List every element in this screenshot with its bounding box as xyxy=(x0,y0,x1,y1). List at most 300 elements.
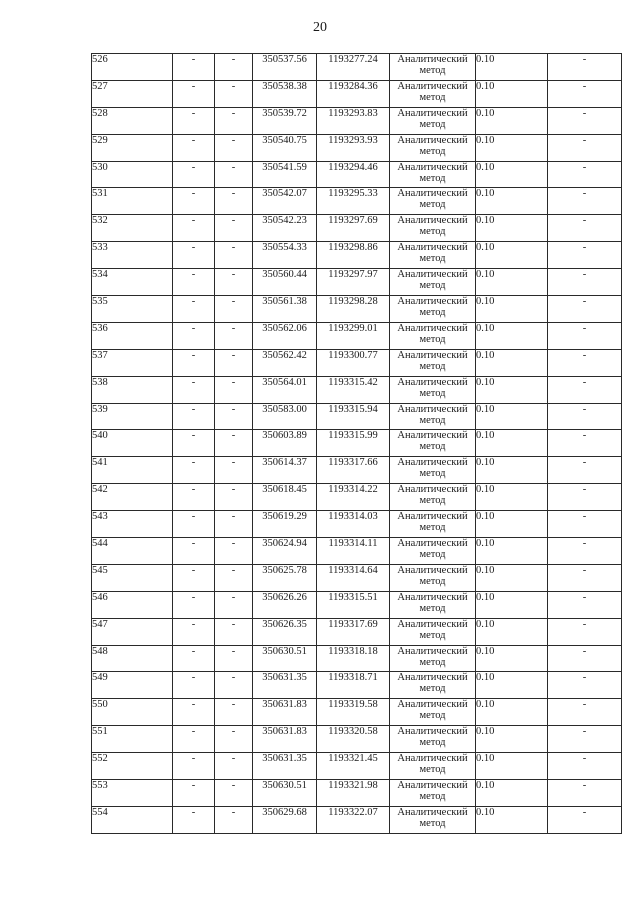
point-number-cell: 551 xyxy=(92,726,173,753)
dash-cell: - xyxy=(548,296,622,323)
method-cell xyxy=(390,376,476,403)
accuracy-cell: 0.10 xyxy=(476,269,548,296)
y-coordinate-cell: 1193300.77 xyxy=(317,349,390,376)
method-text-line1: Аналитический xyxy=(397,457,468,469)
method-text-line1: Аналитический xyxy=(397,161,468,173)
y-coordinate-cell: 1193298.28 xyxy=(317,296,390,323)
dash-cell: - xyxy=(548,484,622,511)
dash-cell: - xyxy=(548,806,622,833)
method-text-line2: метод xyxy=(419,226,446,238)
method-cell xyxy=(390,322,476,349)
accuracy-cell: 0.10 xyxy=(476,699,548,726)
dash-cell: - xyxy=(548,80,622,107)
method-cell xyxy=(390,296,476,323)
y-coordinate-cell: 1193299.01 xyxy=(317,322,390,349)
table-row xyxy=(92,269,622,296)
dash-cell: - xyxy=(173,430,215,457)
table-row xyxy=(92,376,622,403)
x-coordinate-cell: 350631.83 xyxy=(253,726,317,753)
dash-cell: - xyxy=(215,430,253,457)
method-cell xyxy=(390,511,476,538)
dash-cell: - xyxy=(548,242,622,269)
accuracy-cell: 0.10 xyxy=(476,322,548,349)
point-number-cell: 531 xyxy=(92,188,173,215)
dash-cell: - xyxy=(548,672,622,699)
point-number-cell: 553 xyxy=(92,780,173,807)
accuracy-cell: 0.10 xyxy=(476,242,548,269)
method-text-line2: метод xyxy=(419,145,446,157)
dash-cell: - xyxy=(548,618,622,645)
y-coordinate-cell: 1193295.33 xyxy=(317,188,390,215)
method-cell xyxy=(390,54,476,81)
point-number-cell: 542 xyxy=(92,484,173,511)
method-cell xyxy=(390,403,476,430)
method-text-line2: метод xyxy=(419,118,446,130)
dash-cell: - xyxy=(548,215,622,242)
dash-cell: - xyxy=(173,322,215,349)
dash-cell: - xyxy=(215,672,253,699)
dash-cell: - xyxy=(173,618,215,645)
method-text-line2: метод xyxy=(419,253,446,265)
dash-cell: - xyxy=(215,107,253,134)
method-text-line2: метод xyxy=(419,307,446,319)
dash-cell: - xyxy=(173,161,215,188)
table-row xyxy=(92,780,622,807)
dash-cell: - xyxy=(173,780,215,807)
dash-cell: - xyxy=(548,376,622,403)
method-text-line1: Аналитический xyxy=(397,645,468,657)
method-text-line1: Аналитический xyxy=(397,107,468,119)
y-coordinate-cell: 1193315.51 xyxy=(317,591,390,618)
accuracy-cell: 0.10 xyxy=(476,484,548,511)
method-text-line2: метод xyxy=(419,280,446,292)
table-row xyxy=(92,806,622,833)
x-coordinate-cell: 350539.72 xyxy=(253,107,317,134)
accuracy-cell: 0.10 xyxy=(476,591,548,618)
accuracy-cell: 0.10 xyxy=(476,645,548,672)
dash-cell: - xyxy=(215,134,253,161)
dash-cell: - xyxy=(173,80,215,107)
dash-cell: - xyxy=(548,645,622,672)
table-row xyxy=(92,753,622,780)
dash-cell: - xyxy=(548,430,622,457)
point-number-cell: 537 xyxy=(92,349,173,376)
dash-cell: - xyxy=(548,457,622,484)
dash-cell: - xyxy=(215,538,253,565)
point-number-cell: 532 xyxy=(92,215,173,242)
method-text-line1: Аналитический xyxy=(397,242,468,254)
method-text-line1: Аналитический xyxy=(397,780,468,792)
x-coordinate-cell: 350629.68 xyxy=(253,806,317,833)
table-row xyxy=(92,484,622,511)
dash-cell: - xyxy=(215,376,253,403)
method-cell xyxy=(390,188,476,215)
point-number-cell: 545 xyxy=(92,564,173,591)
y-coordinate-cell: 1193317.66 xyxy=(317,457,390,484)
method-cell xyxy=(390,538,476,565)
x-coordinate-cell: 350562.42 xyxy=(253,349,317,376)
accuracy-cell: 0.10 xyxy=(476,161,548,188)
dash-cell: - xyxy=(215,591,253,618)
x-coordinate-cell: 350561.38 xyxy=(253,296,317,323)
dash-cell: - xyxy=(215,618,253,645)
dash-cell: - xyxy=(173,538,215,565)
dash-cell: - xyxy=(173,511,215,538)
method-cell xyxy=(390,161,476,188)
dash-cell: - xyxy=(215,161,253,188)
x-coordinate-cell: 350626.35 xyxy=(253,618,317,645)
method-text-line2: метод xyxy=(419,683,446,695)
method-cell xyxy=(390,564,476,591)
table-row xyxy=(92,699,622,726)
method-text-line2: метод xyxy=(419,549,446,561)
method-text-line2: метод xyxy=(419,65,446,76)
method-cell xyxy=(390,672,476,699)
dash-cell: - xyxy=(173,672,215,699)
method-text-line2: метод xyxy=(419,817,446,829)
dash-cell: - xyxy=(215,188,253,215)
dash-cell: - xyxy=(215,753,253,780)
table-row xyxy=(92,645,622,672)
dash-cell: - xyxy=(548,269,622,296)
method-cell xyxy=(390,645,476,672)
accuracy-cell: 0.10 xyxy=(476,188,548,215)
y-coordinate-cell: 1193318.71 xyxy=(317,672,390,699)
accuracy-cell: 0.10 xyxy=(476,54,548,81)
x-coordinate-cell: 350562.06 xyxy=(253,322,317,349)
x-coordinate-cell: 350538.38 xyxy=(253,80,317,107)
point-number-cell: 534 xyxy=(92,269,173,296)
accuracy-cell: 0.10 xyxy=(476,753,548,780)
y-coordinate-cell: 1193277.24 xyxy=(317,54,390,81)
point-number-cell: 549 xyxy=(92,672,173,699)
dash-cell: - xyxy=(548,322,622,349)
dash-cell: - xyxy=(173,753,215,780)
method-text-line2: метод xyxy=(419,656,446,668)
dash-cell: - xyxy=(548,726,622,753)
table-row xyxy=(92,591,622,618)
method-text-line1: Аналитический xyxy=(397,215,468,227)
x-coordinate-cell: 350631.83 xyxy=(253,699,317,726)
method-cell xyxy=(390,242,476,269)
point-number-cell: 529 xyxy=(92,134,173,161)
method-text-line2: метод xyxy=(419,387,446,399)
table-row xyxy=(92,564,622,591)
x-coordinate-cell: 350560.44 xyxy=(253,269,317,296)
dash-cell: - xyxy=(215,457,253,484)
dash-cell: - xyxy=(548,54,622,81)
dash-cell: - xyxy=(215,484,253,511)
dash-cell: - xyxy=(548,538,622,565)
y-coordinate-cell: 1193293.83 xyxy=(317,107,390,134)
method-text-line1: Аналитический xyxy=(397,376,468,388)
method-cell xyxy=(390,726,476,753)
dash-cell: - xyxy=(215,242,253,269)
method-text-line2: метод xyxy=(419,575,446,587)
point-number-cell: 541 xyxy=(92,457,173,484)
accuracy-cell: 0.10 xyxy=(476,80,548,107)
x-coordinate-cell: 350618.45 xyxy=(253,484,317,511)
point-number-cell: 548 xyxy=(92,645,173,672)
method-text-line1: Аналитический xyxy=(397,134,468,146)
dash-cell: - xyxy=(173,269,215,296)
x-coordinate-cell: 350583.00 xyxy=(253,403,317,430)
x-coordinate-cell: 350564.01 xyxy=(253,376,317,403)
method-cell xyxy=(390,618,476,645)
y-coordinate-cell: 1193321.45 xyxy=(317,753,390,780)
accuracy-cell: 0.10 xyxy=(476,296,548,323)
method-text-line2: метод xyxy=(419,414,446,426)
y-coordinate-cell: 1193314.11 xyxy=(317,538,390,565)
accuracy-cell: 0.10 xyxy=(476,726,548,753)
method-text-line1: Аналитический xyxy=(397,672,468,684)
accuracy-cell: 0.10 xyxy=(476,403,548,430)
method-text-line1: Аналитический xyxy=(397,54,468,65)
dash-cell: - xyxy=(173,242,215,269)
accuracy-cell: 0.10 xyxy=(476,564,548,591)
accuracy-cell: 0.10 xyxy=(476,618,548,645)
point-number-cell: 544 xyxy=(92,538,173,565)
method-cell xyxy=(390,269,476,296)
point-number-cell: 552 xyxy=(92,753,173,780)
method-text-line1: Аналитический xyxy=(397,269,468,281)
point-number-cell: 538 xyxy=(92,376,173,403)
coordinates-table-body xyxy=(92,54,622,834)
y-coordinate-cell: 1193315.94 xyxy=(317,403,390,430)
point-number-cell: 535 xyxy=(92,296,173,323)
x-coordinate-cell: 350542.07 xyxy=(253,188,317,215)
dash-cell: - xyxy=(173,349,215,376)
method-cell xyxy=(390,591,476,618)
point-number-cell: 546 xyxy=(92,591,173,618)
point-number-cell: 527 xyxy=(92,80,173,107)
page-number: 20 xyxy=(313,20,327,35)
dash-cell: - xyxy=(173,403,215,430)
dash-cell: - xyxy=(548,591,622,618)
y-coordinate-cell: 1193314.22 xyxy=(317,484,390,511)
table-row xyxy=(92,215,622,242)
table-row xyxy=(92,457,622,484)
method-cell xyxy=(390,780,476,807)
method-text-line2: метод xyxy=(419,522,446,534)
x-coordinate-cell: 350542.23 xyxy=(253,215,317,242)
table-row xyxy=(92,322,622,349)
x-coordinate-cell: 350630.51 xyxy=(253,645,317,672)
point-number-cell: 536 xyxy=(92,322,173,349)
dash-cell: - xyxy=(548,349,622,376)
accuracy-cell: 0.10 xyxy=(476,376,548,403)
method-text-line1: Аналитический xyxy=(397,564,468,576)
accuracy-cell: 0.10 xyxy=(476,672,548,699)
point-number-cell: 530 xyxy=(92,161,173,188)
dash-cell: - xyxy=(215,215,253,242)
x-coordinate-cell: 350540.75 xyxy=(253,134,317,161)
dash-cell: - xyxy=(173,726,215,753)
x-coordinate-cell: 350541.59 xyxy=(253,161,317,188)
method-text-line2: метод xyxy=(419,91,446,103)
x-coordinate-cell: 350626.26 xyxy=(253,591,317,618)
method-text-line1: Аналитический xyxy=(397,430,468,442)
dash-cell: - xyxy=(173,54,215,81)
dash-cell: - xyxy=(173,188,215,215)
method-text-line2: метод xyxy=(419,199,446,211)
method-cell xyxy=(390,753,476,780)
table-row xyxy=(92,618,622,645)
dash-cell: - xyxy=(173,484,215,511)
point-number-cell: 543 xyxy=(92,511,173,538)
y-coordinate-cell: 1193293.93 xyxy=(317,134,390,161)
method-text-line2: метод xyxy=(419,629,446,641)
dash-cell: - xyxy=(215,806,253,833)
table-row xyxy=(92,349,622,376)
dash-cell: - xyxy=(215,296,253,323)
method-text-line1: Аналитический xyxy=(397,80,468,92)
accuracy-cell: 0.10 xyxy=(476,806,548,833)
dash-cell: - xyxy=(548,699,622,726)
method-text-line1: Аналитический xyxy=(397,188,468,200)
accuracy-cell: 0.10 xyxy=(476,134,548,161)
method-text-line1: Аналитический xyxy=(397,296,468,308)
dash-cell: - xyxy=(215,780,253,807)
method-cell xyxy=(390,806,476,833)
accuracy-cell: 0.10 xyxy=(476,511,548,538)
method-text-line2: метод xyxy=(419,495,446,507)
method-text-line1: Аналитический xyxy=(397,538,468,550)
method-cell xyxy=(390,699,476,726)
dash-cell: - xyxy=(548,403,622,430)
method-text-line2: метод xyxy=(419,468,446,480)
dash-cell: - xyxy=(215,699,253,726)
method-text-line2: метод xyxy=(419,333,446,345)
method-text-line2: метод xyxy=(419,360,446,372)
table-row xyxy=(92,511,622,538)
method-text-line2: метод xyxy=(419,710,446,722)
accuracy-cell: 0.10 xyxy=(476,215,548,242)
method-cell xyxy=(390,484,476,511)
method-text-line2: метод xyxy=(419,172,446,184)
dash-cell: - xyxy=(215,269,253,296)
method-text-line1: Аналитический xyxy=(397,699,468,711)
point-number-cell: 528 xyxy=(92,107,173,134)
method-cell xyxy=(390,349,476,376)
dash-cell: - xyxy=(548,564,622,591)
dash-cell: - xyxy=(215,403,253,430)
dash-cell: - xyxy=(215,726,253,753)
method-text-line2: метод xyxy=(419,441,446,453)
method-text-line1: Аналитический xyxy=(397,511,468,523)
method-cell xyxy=(390,107,476,134)
method-text-line1: Аналитический xyxy=(397,726,468,738)
y-coordinate-cell: 1193314.64 xyxy=(317,564,390,591)
x-coordinate-cell: 350631.35 xyxy=(253,672,317,699)
method-cell xyxy=(390,457,476,484)
dash-cell: - xyxy=(173,134,215,161)
dash-cell: - xyxy=(173,645,215,672)
y-coordinate-cell: 1193315.42 xyxy=(317,376,390,403)
method-cell xyxy=(390,134,476,161)
method-text-line1: Аналитический xyxy=(397,349,468,361)
dash-cell: - xyxy=(215,645,253,672)
x-coordinate-cell: 350537.56 xyxy=(253,54,317,81)
point-number-cell: 540 xyxy=(92,430,173,457)
dash-cell: - xyxy=(173,806,215,833)
table-row xyxy=(92,672,622,699)
accuracy-cell: 0.10 xyxy=(476,780,548,807)
method-text-line2: метод xyxy=(419,602,446,614)
dash-cell: - xyxy=(173,296,215,323)
dash-cell: - xyxy=(548,753,622,780)
x-coordinate-cell: 350619.29 xyxy=(253,511,317,538)
x-coordinate-cell: 350614.37 xyxy=(253,457,317,484)
dash-cell: - xyxy=(215,564,253,591)
dash-cell: - xyxy=(215,511,253,538)
accuracy-cell: 0.10 xyxy=(476,538,548,565)
dash-cell: - xyxy=(173,564,215,591)
y-coordinate-cell: 1193314.03 xyxy=(317,511,390,538)
y-coordinate-cell: 1193318.18 xyxy=(317,645,390,672)
dash-cell: - xyxy=(548,511,622,538)
y-coordinate-cell: 1193322.07 xyxy=(317,806,390,833)
y-coordinate-cell: 1193298.86 xyxy=(317,242,390,269)
dash-cell: - xyxy=(173,107,215,134)
dash-cell: - xyxy=(173,215,215,242)
coordinates-table xyxy=(91,53,622,834)
dash-cell: - xyxy=(215,80,253,107)
point-number-cell: 526 xyxy=(92,54,173,81)
method-text-line1: Аналитический xyxy=(397,322,468,334)
y-coordinate-cell: 1193320.58 xyxy=(317,726,390,753)
table-row xyxy=(92,242,622,269)
x-coordinate-cell: 350603.89 xyxy=(253,430,317,457)
table-row xyxy=(92,430,622,457)
dash-cell: - xyxy=(548,161,622,188)
accuracy-cell: 0.10 xyxy=(476,457,548,484)
x-coordinate-cell: 350625.78 xyxy=(253,564,317,591)
y-coordinate-cell: 1193297.69 xyxy=(317,215,390,242)
dash-cell: - xyxy=(215,54,253,81)
table-row xyxy=(92,134,622,161)
dash-cell: - xyxy=(173,591,215,618)
y-coordinate-cell: 1193317.69 xyxy=(317,618,390,645)
method-text-line2: метод xyxy=(419,737,446,749)
table-row xyxy=(92,161,622,188)
method-text-line1: Аналитический xyxy=(397,484,468,496)
method-text-line2: метод xyxy=(419,791,446,803)
table-row xyxy=(92,80,622,107)
dash-cell: - xyxy=(173,376,215,403)
accuracy-cell: 0.10 xyxy=(476,349,548,376)
method-text-line1: Аналитический xyxy=(397,403,468,415)
method-cell xyxy=(390,80,476,107)
point-number-cell: 550 xyxy=(92,699,173,726)
dash-cell: - xyxy=(173,457,215,484)
table-row xyxy=(92,54,622,81)
method-cell xyxy=(390,215,476,242)
y-coordinate-cell: 1193321.98 xyxy=(317,780,390,807)
table-row xyxy=(92,188,622,215)
y-coordinate-cell: 1193284.36 xyxy=(317,80,390,107)
y-coordinate-cell: 1193319.58 xyxy=(317,699,390,726)
dash-cell: - xyxy=(548,780,622,807)
dash-cell: - xyxy=(215,322,253,349)
x-coordinate-cell: 350554.33 xyxy=(253,242,317,269)
table-row xyxy=(92,538,622,565)
accuracy-cell: 0.10 xyxy=(476,430,548,457)
x-coordinate-cell: 350630.51 xyxy=(253,780,317,807)
table-row xyxy=(92,296,622,323)
accuracy-cell: 0.10 xyxy=(476,107,548,134)
point-number-cell: 547 xyxy=(92,618,173,645)
